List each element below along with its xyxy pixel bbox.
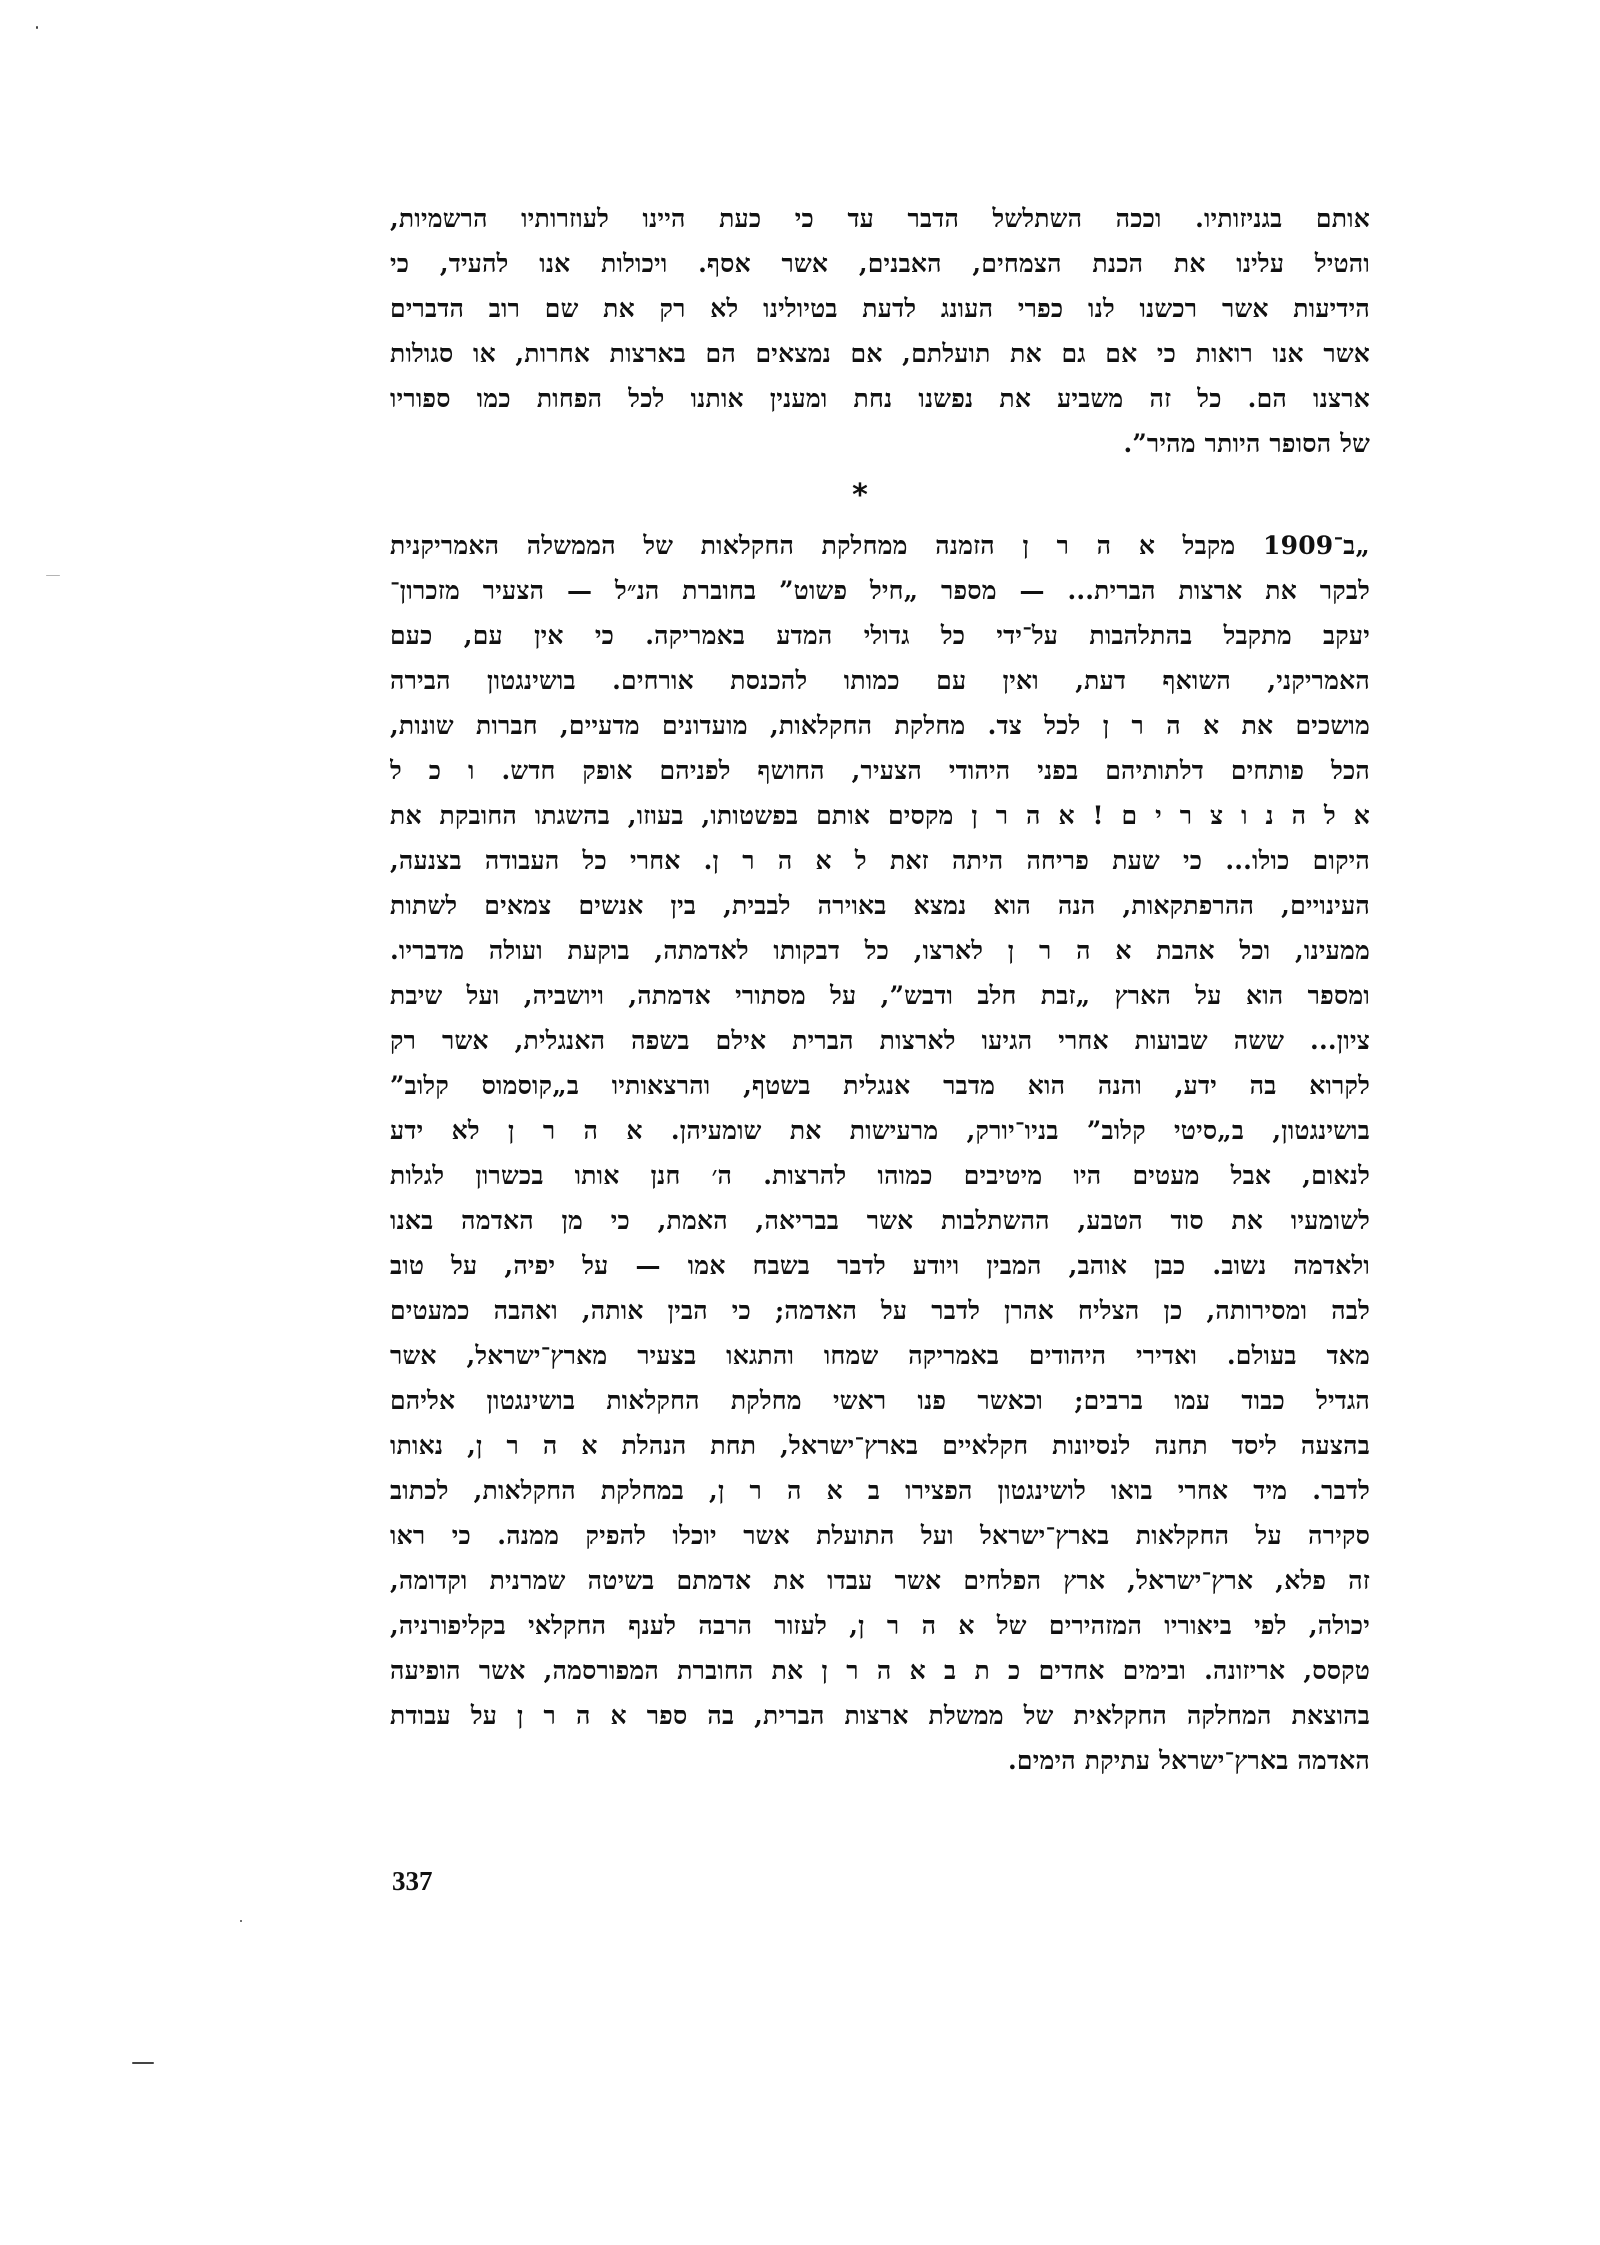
scan-speck [240, 1920, 242, 1922]
paragraph-2-line: „ב־1909 מקבל א ה ר ן הזמנה ממחלקת החקלאות של הממשלה האמריקנית [390, 531, 1370, 560]
paragraph-2-line: מאד בעולם. ואדירי היהודים באמריקה שמחו והתגאו בצעיר מארץ־ישראל, אשר [390, 1341, 1370, 1370]
paragraph-2-line: טקסס, אריזונה. ובימים אחדים כ ת ב א ה ר ן את החוברת המפורסמה, אשר הופיעה [390, 1656, 1370, 1685]
paragraph-2-line: ממעינו, וכל אהבת א ה ר ן לארצו, כל דבקותו לאדמתה, בוקעת ועולה מדבריו. [390, 936, 1370, 965]
paragraph-2-line: ציון... ששה שבועות אחרי הגיעו לארצות הברית אילם בשפה האנגלית, אשר רק [390, 1026, 1370, 1055]
scan-speck [132, 2062, 154, 2064]
paragraph-2-line: סקירה על החקלאות בארץ־ישראל ועל התועלת אשר יוכלו להפיק ממנה. כי ראו [390, 1521, 1370, 1550]
paragraph-1-line: אותם בגניזותיו. וככה השתלשל הדבר עד כי כעת היינו לעוזרותיו הרשמיות, [390, 204, 1370, 233]
paragraph-2-line: הכל פותחים דלתותיהם בפני היהודי הצעיר, החושף לפניהם אופק חדש. ו כ ל [390, 756, 1370, 785]
paragraph-2-line: יכולה, לפי ביאוריו המזהירים של א ה ר ן, לעזור הרבה לענף החקלאי בקליפורניה, [390, 1611, 1370, 1640]
paragraph-2-line: בהצעה ליסד תחנה לנסיונות חקלאיים בארץ־ישראל, תחת הנהלת א ה ר ן, נאותו [390, 1431, 1370, 1460]
paragraph-2-line: זה פלא, ארץ־ישראל, ארץ הפלחים אשר עבדו את אדמתם בשיטה שמרנית וקדומה, [390, 1566, 1370, 1595]
paragraph-1-line: ארצנו הם. כל זה משביע את נפשנו נחת ומענין אותנו לכל הפחות כמו ספוריו [390, 384, 1370, 413]
paragraph-2-line: לדבר. מיד אחרי בואו לושינגטון הפצירו ב א ה ר ן, במחלקת החקלאות, לכתוב [390, 1476, 1370, 1505]
paragraph-2 [390, 523, 1370, 1783]
page-number: 337 [392, 1866, 433, 1896]
paragraph-2-line: ומספר הוא על הארץ „זבת חלב ודבש”, על מסתורי אדמתה, ויושביה, ועל שיבת [390, 981, 1370, 1010]
paragraph-2-line: לנאום, אבל מעטים היו מיטיבים כמוהו להרצות. ה׳ חנן אותו בכשרון לגלות [390, 1161, 1370, 1190]
paragraph-2-line: האמריקני, השואף דעת, ואין עם כמותו להכנסת אורחים. בושינגטון הבירה [390, 666, 1370, 695]
asterisk-separator: * [852, 478, 868, 513]
paragraph-2-line: העינויים, ההרפתקאות, הנה הוא נמצא באוירה לבבית, בין אנשים צמאים לשתות [390, 891, 1370, 920]
paragraph-2-line: הגדיל כבוד עמו ברבים; וכאשר פנו ראשי מחלקת החקלאות בושינגטון אליהם [390, 1386, 1370, 1415]
paragraph-2-line: בושינגטון, ב„סיטי קלוב” בניו־יורק, מרעישות את שומעיהן. א ה ר ן לא ידע [390, 1116, 1370, 1145]
paragraph-2-line: לקרוא בה ידע, והנה הוא מדבר אנגלית בשטף, והרצאותיו ב„קוסמוס קלוב” [390, 1071, 1370, 1100]
section-separator [0, 478, 1600, 513]
scan-speck [46, 575, 60, 576]
paragraph-2-line: היקום כולו... כי שעת פריחה היתה זאת ל א ה ר ן. אחרי כל העבודה בצנעה, [390, 846, 1370, 875]
paragraph-2-line: בהוצאת המחלקה החקלאית של ממשלת ארצות הברית, בה ספר א ה ר ן על עבודת [390, 1701, 1370, 1730]
paragraph-2-line: לבה ומסירותה, כן הצליח אהרן לדבר על האדמה; כי הבין אותה, ואהבה כמעטים [390, 1296, 1370, 1325]
paragraph-2-line: א ל ה נ ו צ ר י ם ! א ה ר ן מקסים אותם בפשטותו, בעוזו, בהשגתו החובקת את [390, 801, 1370, 830]
paragraph-1-line: של הסופר היותר מהיר”. [1123, 429, 1370, 458]
paragraph-1-line: הידיעות אשר רכשנו לנו כפרי העונג לדעת בטיולינו לא רק את שם רוב הדברים [390, 294, 1370, 323]
paragraph-1-line: והטיל עלינו את הכנת הצמחים, האבנים, אשר אסף. ויכולות אנו להעיד, כי [390, 249, 1370, 278]
paragraph-2-line: לבקר את ארצות הברית... — מספר „חיל פשוט” בחוברת הנ״ל — הצעיר מזכרון־ [390, 576, 1370, 605]
paragraph-2-line: מושכים את א ה ר ן לכל צד. מחלקת החקלאות, מועדונים מדעיים, חברות שונות, [390, 711, 1370, 740]
paragraph-2-line: ולאדמה נשוב. כבן אוהב, המבין ויודע לדבר בשבח אמו — על יפיה, על טוב [390, 1251, 1370, 1280]
paragraph-1-line: אשר אנו רואות כי אם גם את תועלתם, אם נמצאים הם בארצות אחרות, או סגולות [390, 339, 1370, 368]
paragraph-2-line: לשומעיו את סוד הטבע, ההשתלבות אשר בבריאה, האמת, כי מן האדמה באנו [390, 1206, 1370, 1235]
paragraph-2-line: יעקב מתקבל בהתלהבות על־ידי כל גדולי המדע באמריקה. כי אין עם, כעם [390, 621, 1370, 650]
scan-speck [36, 26, 38, 29]
paragraph-1 [390, 196, 1370, 466]
paragraph-2-line: האדמה בארץ־ישראל עתיקת הימים. [1007, 1746, 1370, 1775]
